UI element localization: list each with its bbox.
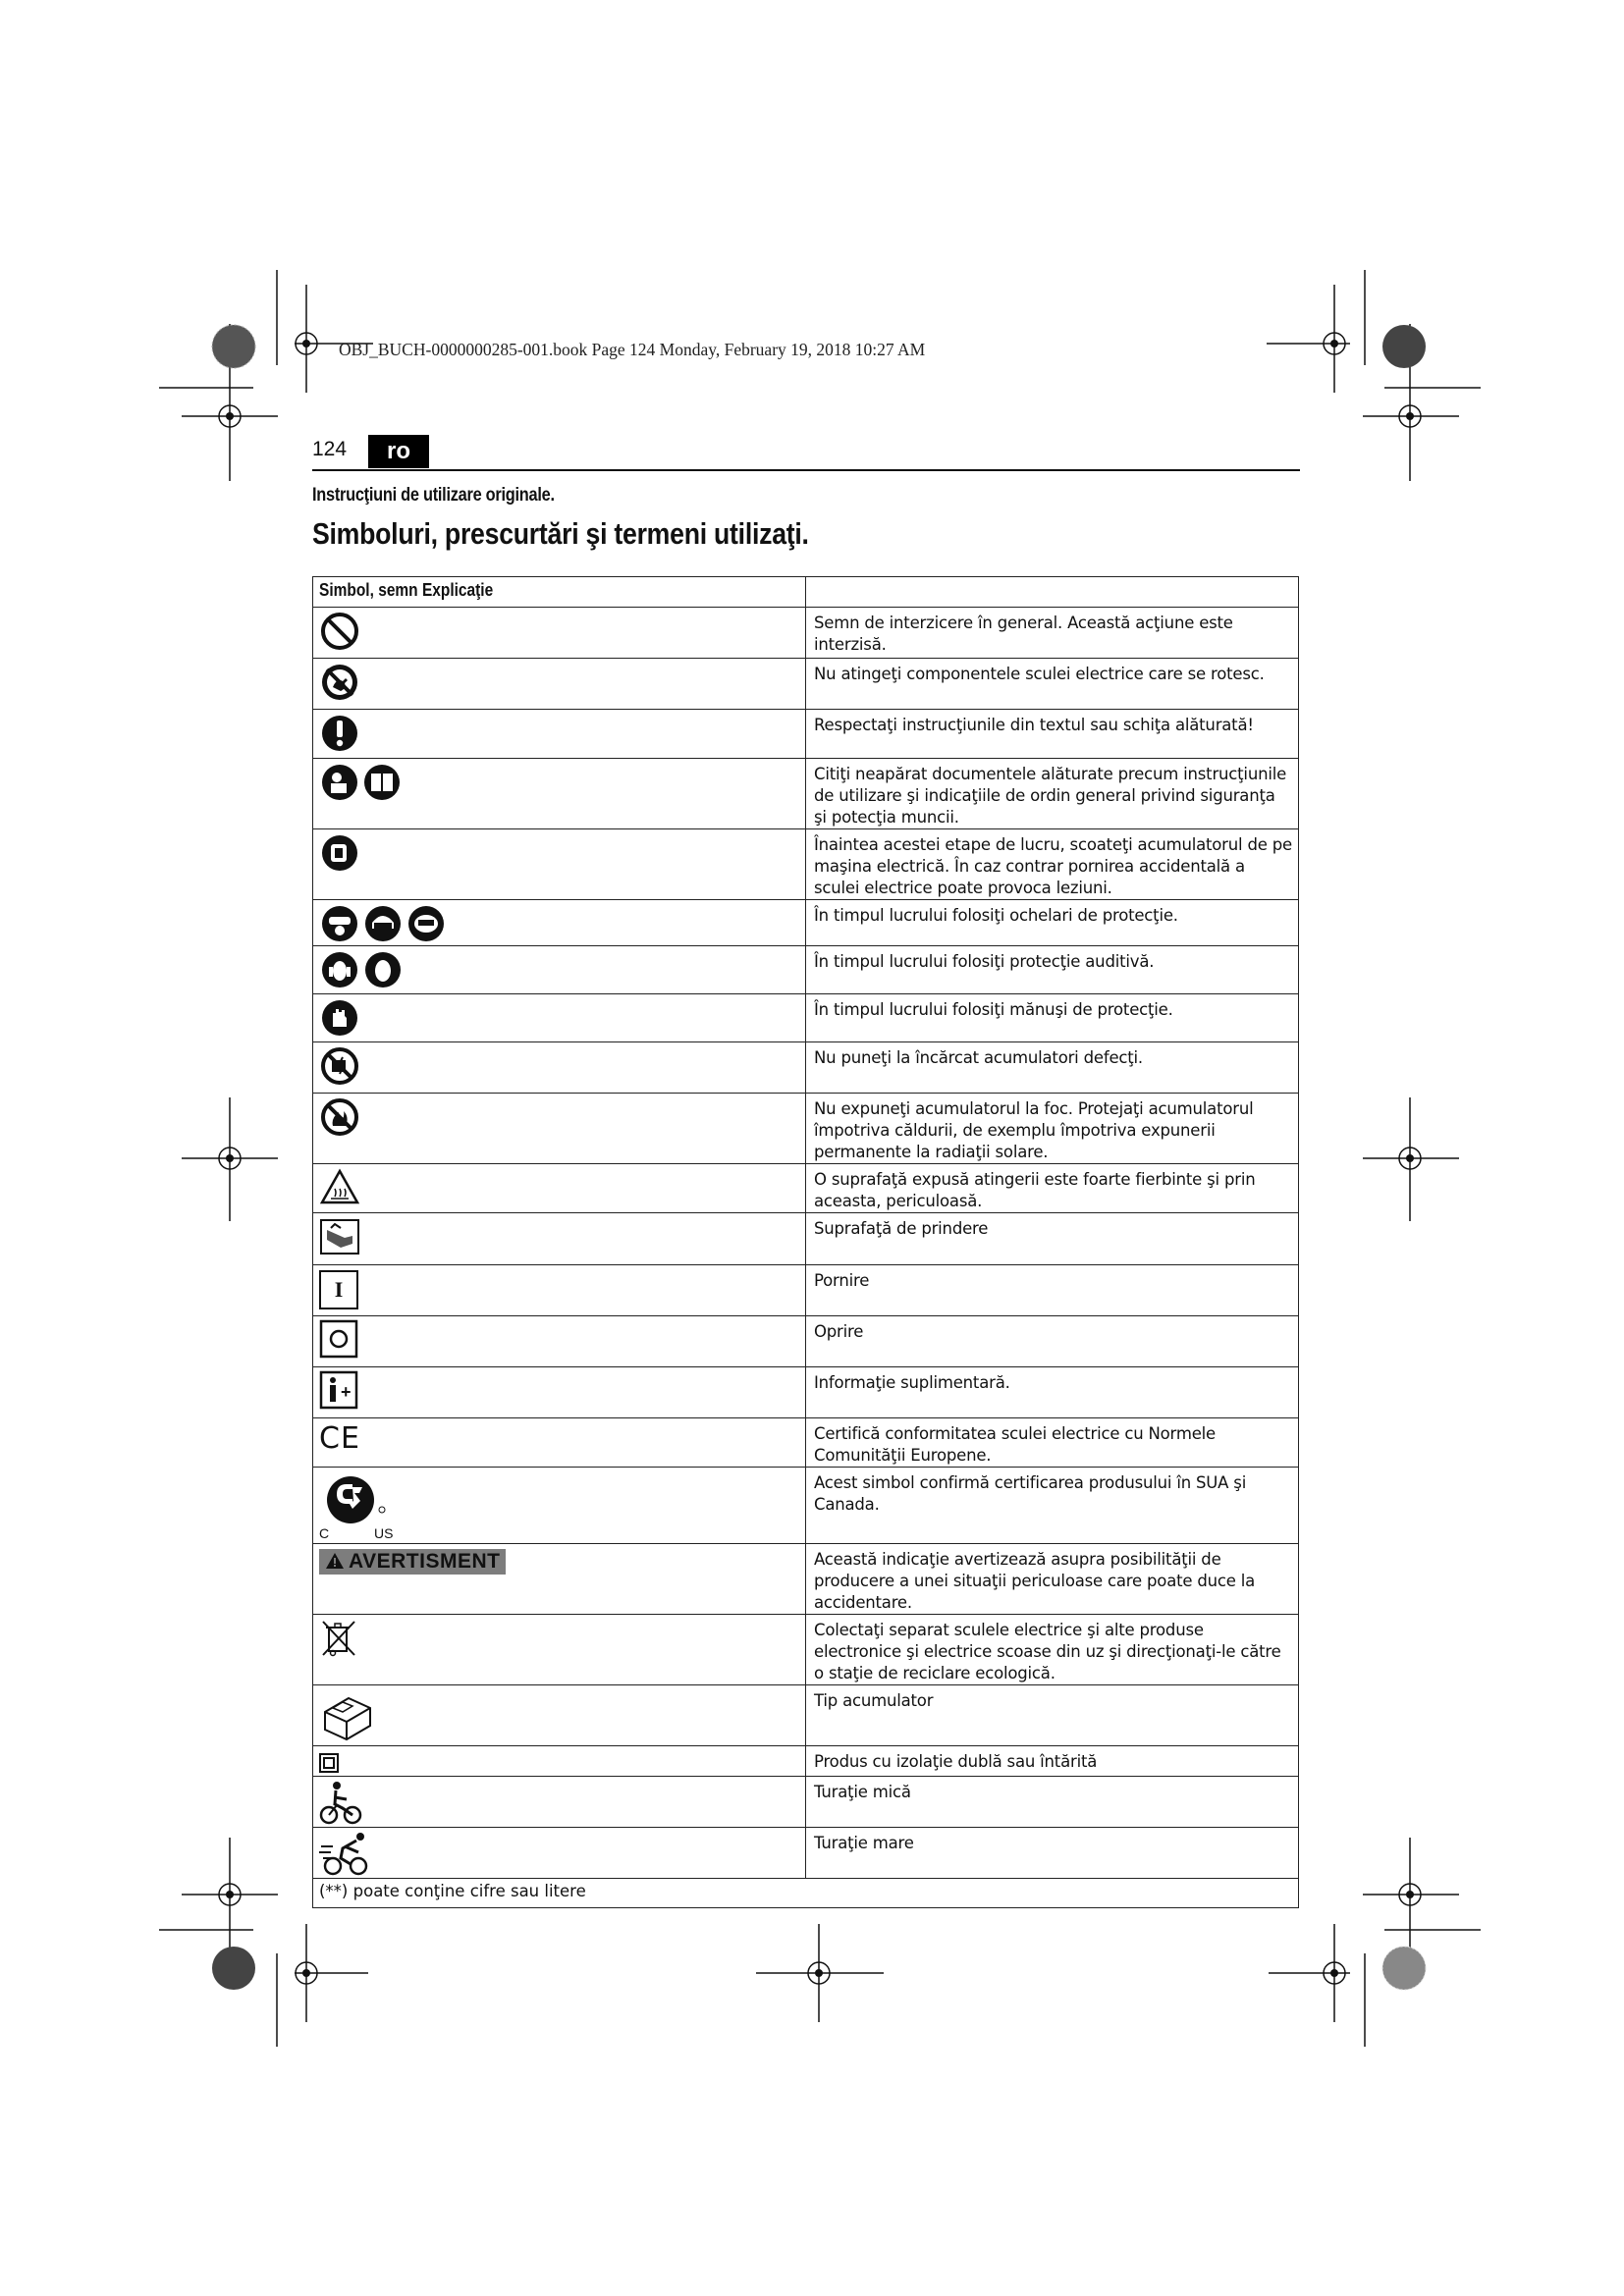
table-row <box>313 710 1299 759</box>
double-insulation-icon <box>319 1753 339 1773</box>
power-off-icon <box>319 1319 358 1359</box>
table-row <box>313 1316 1299 1367</box>
table-footer-row <box>313 1879 1299 1908</box>
table-row <box>313 608 1299 659</box>
high-speed-icon <box>319 1831 374 1876</box>
table-row <box>313 946 1299 994</box>
row-explanation: Turaţie mică <box>806 1777 1299 1828</box>
info-plus-label: + <box>341 1382 352 1402</box>
row-explanation: Colectaţi separat sculele electrice şi alte produse electronice şi electrice scoase din uz şi direcţionaţi-le către o staţie de reciclare ecologică. <box>806 1615 1299 1685</box>
table-row <box>313 1746 1299 1777</box>
row-explanation: Suprafaţă de prindere <box>806 1213 1299 1265</box>
row-explanation: În timpul lucrului folosiţi ochelari de protecţie. <box>806 900 1299 946</box>
row-explanation: Certifică conformitatea sculei electrice cu Normele Comunităţii Europene. <box>806 1418 1299 1468</box>
row-explanation: În timpul lucrului folosiţi protecţie auditivă. <box>806 946 1299 994</box>
table-header-row <box>313 577 1299 608</box>
row-explanation: Oprire <box>806 1316 1299 1367</box>
row-explanation: Produs cu izolaţie dublă sau întărită <box>806 1746 1299 1777</box>
csa-country-c: C <box>319 1525 330 1541</box>
remove-battery-icon <box>319 832 360 874</box>
table-footnote: (**) poate conţine cifre sau litere <box>313 1879 1299 1908</box>
table-row <box>313 659 1299 710</box>
table-row <box>313 1418 1299 1468</box>
weee-bin-icon <box>319 1618 358 1659</box>
table-row <box>313 759 1299 829</box>
read-manual-icon <box>319 762 407 803</box>
row-explanation: Turaţie mare <box>806 1828 1299 1879</box>
no-touch-rotating-icon <box>319 662 360 703</box>
row-explanation: Acest simbol confirmă certificarea produsului în SUA şi Canada. <box>806 1468 1299 1544</box>
low-speed-icon <box>319 1780 364 1825</box>
table-row <box>313 1828 1299 1879</box>
grip-surface-icon <box>319 1216 362 1257</box>
language-badge: ro <box>368 435 429 468</box>
exclamation-icon <box>319 713 360 754</box>
hot-surface-icon <box>319 1167 360 1206</box>
table-row <box>313 1164 1299 1213</box>
row-explanation: Nu puneţi la încărcat acumulatori defecţi. <box>806 1042 1299 1094</box>
row-explanation: Nu expuneţi acumulatorul la foc. Protejaţi acumulatorul împotriva căldurii, de exemplu împotriva expunerii permanente la radiaţii solare. <box>806 1094 1299 1164</box>
ce-mark-icon: CE <box>319 1421 360 1456</box>
table-row <box>313 1042 1299 1094</box>
row-explanation: Această indicaţie avertizează asupra posibilităţii de producere a unei situaţii periculoase care poate duce la accidentare. <box>806 1544 1299 1615</box>
eye-protection-icon <box>319 903 451 944</box>
prohibition-icon <box>319 611 360 652</box>
table-row <box>313 1468 1299 1544</box>
no-charge-defective-battery-icon <box>319 1045 360 1087</box>
row-explanation: Tip acumulator <box>806 1685 1299 1746</box>
row-explanation: Pornire <box>806 1265 1299 1316</box>
hearing-protection-icon <box>319 949 407 990</box>
page-title: Simboluri, prescurtări şi termeni utilizaţi. <box>312 516 809 551</box>
battery-pack-icon <box>319 1688 376 1743</box>
row-explanation: Informaţie suplimentară. <box>806 1367 1299 1418</box>
csa-mark-icon <box>319 1470 407 1541</box>
row-explanation: Nu atingeţi componentele sculei electrice care se rotesc. <box>806 659 1299 710</box>
symbols-table <box>312 576 1299 1908</box>
row-explanation: În timpul lucrului folosiţi mănuşi de protecţie. <box>806 994 1299 1042</box>
header-rule <box>312 469 1300 471</box>
table-header: Simbol, semn Explicaţie <box>313 577 806 608</box>
row-explanation: Semn de interzicere în general. Această acţiune este interzisă. <box>806 608 1299 659</box>
document-subtitle: Instrucţiuni de utilizare originale. <box>312 485 555 506</box>
no-fire-battery-icon <box>319 1096 360 1138</box>
table-row <box>313 1615 1299 1685</box>
table-row <box>313 1367 1299 1418</box>
gloves-icon <box>319 997 360 1039</box>
row-explanation: Citiţi neapărat documentele alăturate precum instrucţiunile de utilizare şi indicaţiile de ordin general privind siguranţa şi potecţia muncii. <box>806 759 1299 829</box>
table-row <box>313 1265 1299 1316</box>
table-row <box>313 1685 1299 1746</box>
warning-label-icon: AVERTISMENT <box>319 1549 506 1575</box>
table-row <box>313 994 1299 1042</box>
csa-country-us: US <box>374 1525 394 1541</box>
row-explanation: Înaintea acestei etape de lucru, scoateţi acumulatorul de pe maşina electrică. În caz contrar pornirea accidentală a sculei electrice poate provoca leziuni. <box>806 829 1299 900</box>
info-icon <box>319 1370 358 1410</box>
row-explanation: O suprafaţă expusă atingerii este foarte fierbinte şi prin aceasta, periculoasă. <box>806 1164 1299 1213</box>
table-row <box>313 900 1299 946</box>
table-row <box>313 1094 1299 1164</box>
table-row <box>313 1544 1299 1615</box>
table-row <box>313 1777 1299 1828</box>
page-number: 124 <box>312 438 348 460</box>
print-header-info: OBJ_BUCH-0000000285-001.book Page 124 Monday, February 19, 2018 10:27 AM <box>339 340 926 359</box>
table-row <box>313 1213 1299 1265</box>
power-on-icon: I <box>319 1270 358 1309</box>
row-explanation: Respectaţi instrucţiunile din textul sau schiţa alăturată! <box>806 710 1299 759</box>
table-row <box>313 829 1299 900</box>
